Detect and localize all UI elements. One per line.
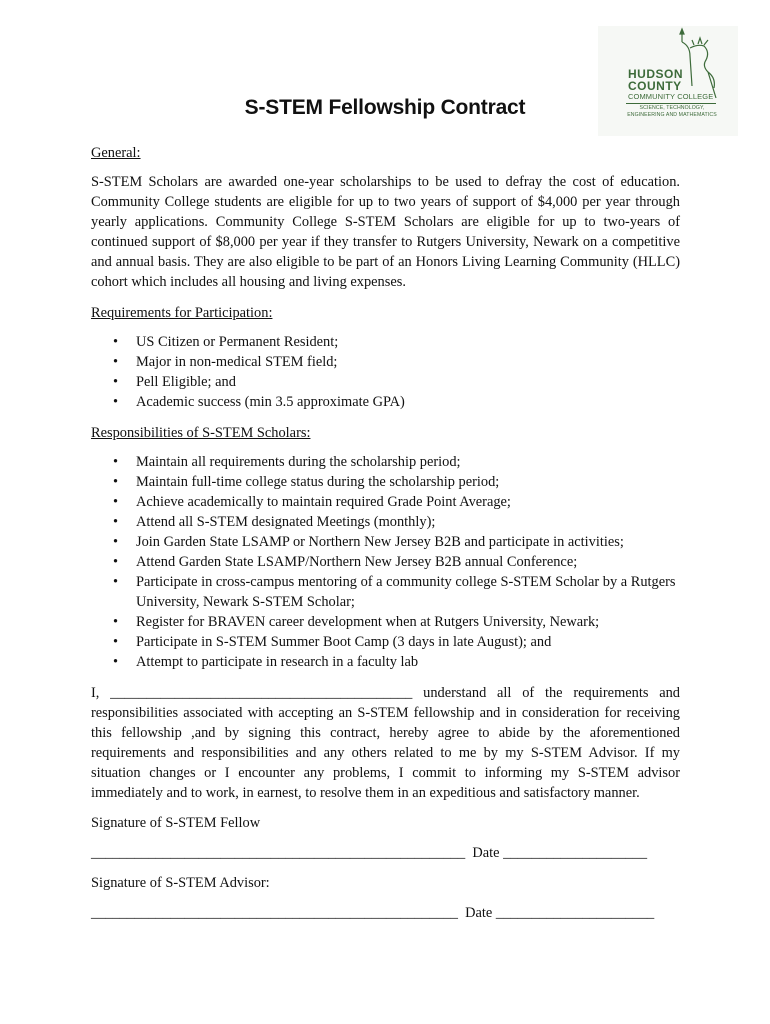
- bullet-icon: •: [113, 634, 119, 650]
- logo-line-college: COMMUNITY COLLEGE: [628, 92, 714, 101]
- general-paragraph: S-STEM Scholars are awarded one-year scholarships to be used to defray the cost of education. Community College students are eligible for up to two years of support of $4,000 per year through yearly applications. Community College S-STEM Scholars are eligible for up to two-years of continued support of $8,000 per year if they transfer to Rutgers University, Newark on a competitive and annual basis. They are also eligible to be part of an Honors Living Learning Community (HLLC) cohort which includes all housing and living expenses.: [91, 174, 680, 290]
- list-item: [91, 652, 680, 672]
- list-item-text: Achieve academically to maintain required Grade Point Average;: [136, 494, 511, 510]
- list-item: [91, 452, 680, 472]
- agreement-paragraph: I, __________________________________________ understand all of the requirements and responsibilities associated with accepting an S-STEM fellowship and in consideration for receiving this fellowship ,and by signing this contract, hereby agree to abide by the aforementioned requirements and responsibilities and any others related to me by my S-STEM Advisor. If my situation changes or I encounter any problems, I commit to informing my S-STEM advisor immediately and to work, in earnest, to resolve them in an expeditious and satisfactory manner.: [91, 685, 680, 801]
- list-item: [91, 512, 680, 532]
- logo-line-county: COUNTY: [628, 79, 682, 93]
- bullet-icon: •: [113, 514, 119, 530]
- list-item: [91, 492, 680, 512]
- bullet-icon: •: [113, 534, 119, 550]
- list-item-text: Academic success (min 3.5 approximate GPA): [136, 394, 405, 410]
- general-heading: General:: [91, 145, 141, 161]
- bullet-icon: •: [113, 354, 119, 370]
- list-item: [91, 632, 680, 652]
- list-item: [91, 472, 680, 492]
- bullet-icon: •: [113, 574, 119, 590]
- list-item-text: Maintain full-time college status during the scholarship period;: [136, 474, 500, 490]
- list-item-text: Pell Eligible; and: [136, 374, 236, 390]
- list-item: [91, 332, 680, 352]
- advisor-signature-label: Signature of S-STEM Advisor:: [91, 875, 270, 891]
- advisor-signature-line[interactable]: ___________________________________________________ Date ______________________: [91, 905, 655, 921]
- bullet-icon: •: [113, 474, 119, 490]
- list-item-text: Attempt to participate in research in a faculty lab: [136, 654, 419, 670]
- list-item-text: Participate in cross-campus mentoring of a community college S-STEM Scholar by a Rutgers University, Newark S-STEM Scholar;: [136, 574, 676, 610]
- bullet-icon: •: [113, 334, 119, 350]
- list-item: [91, 612, 680, 632]
- fellow-signature-line[interactable]: ____________________________________________________ Date ____________________: [91, 845, 648, 861]
- responsibilities-heading: Responsibilities of S-STEM Scholars:: [91, 425, 311, 441]
- logo-tagline-1: SCIENCE, TECHNOLOGY,: [639, 105, 705, 111]
- list-item-text: US Citizen or Permanent Resident;: [136, 334, 339, 350]
- list-item-text: Attend Garden State LSAMP/Northern New Jersey B2B annual Conference;: [136, 554, 578, 570]
- list-item-text: Attend all S-STEM designated Meetings (monthly);: [136, 514, 436, 530]
- list-item: [91, 392, 680, 412]
- list-item: [91, 532, 680, 552]
- list-item: [91, 572, 680, 612]
- list-item: [91, 372, 680, 392]
- bullet-icon: •: [113, 394, 119, 410]
- document-body: [91, 143, 680, 923]
- bullet-icon: •: [113, 654, 119, 670]
- logo-tagline-2: ENGINEERING AND MATHEMATICS: [627, 112, 717, 118]
- list-item-text: Maintain all requirements during the scholarship period;: [136, 454, 461, 470]
- list-item: [91, 352, 680, 372]
- requirements-list: [91, 332, 680, 412]
- bullet-icon: •: [113, 454, 119, 470]
- list-item-text: Join Garden State LSAMP or Northern New Jersey B2B and participate in activities;: [136, 534, 624, 550]
- requirements-heading: Requirements for Participation:: [91, 305, 273, 321]
- logo-line-hudson: HUDSON: [628, 67, 684, 81]
- list-item-text: Participate in S-STEM Summer Boot Camp (3 days in late August); and: [136, 634, 552, 650]
- list-item-text: Major in non-medical STEM field;: [136, 354, 338, 370]
- bullet-icon: •: [113, 494, 119, 510]
- bullet-icon: •: [113, 374, 119, 390]
- bullet-icon: •: [113, 554, 119, 570]
- list-item-text: Register for BRAVEN career development when at Rutgers University, Newark;: [136, 614, 600, 630]
- fellow-signature-label: Signature of S-STEM Fellow: [91, 815, 261, 831]
- document-title: S-STEM Fellowship Contract: [244, 96, 526, 119]
- bullet-icon: •: [113, 614, 119, 630]
- list-item: [91, 552, 680, 572]
- responsibilities-list: [91, 452, 680, 672]
